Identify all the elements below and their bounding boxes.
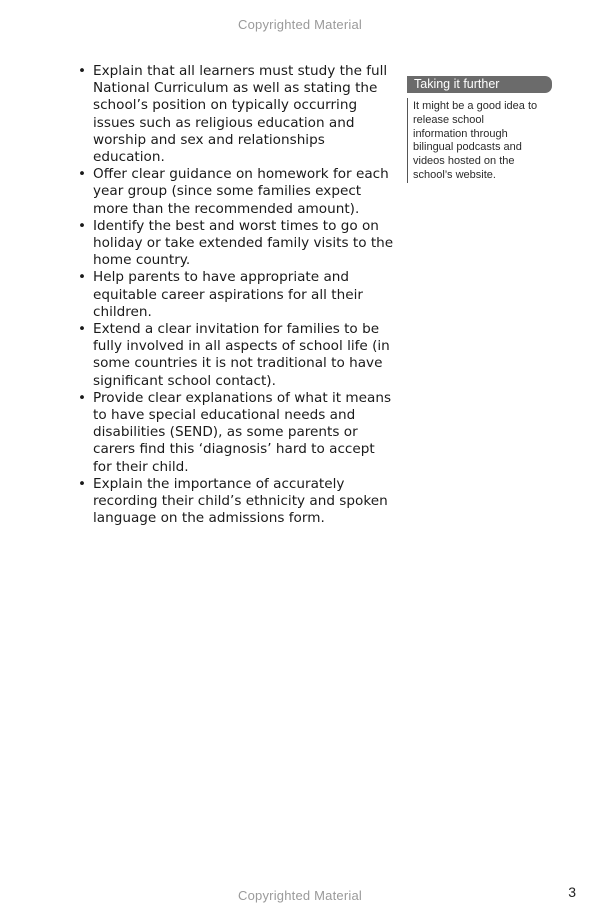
page-number: 3: [568, 884, 576, 900]
bullet-dot: •: [78, 63, 87, 79]
bullet-dot: •: [78, 269, 87, 286]
bullet-dot: •: [78, 321, 87, 338]
bullet-item: [78, 63, 396, 166]
bullet-dot: •: [78, 166, 87, 183]
bullet-item: [78, 476, 396, 528]
bullet-text: Provide clear explanations of what it means to have special educational needs and disabilities (SEND), as some parents or carers find this ‘diagnosis’ hard to accept for their child.: [93, 389, 392, 475]
bullet-text: Explain that all learners must study the full National Curriculum as well as stating the school’s position on typically occurring issues such as religious education and worship and sex and relationships education.: [93, 63, 388, 166]
bullet-item: [78, 269, 396, 321]
bullet-text: Explain the importance of accurately recording their child’s ethnicity and spoken language on the admissions form.: [93, 475, 388, 527]
bullet-text: Offer clear guidance on homework for each year group (since some families expect more than the recommended amount).: [93, 166, 389, 217]
bullet-dot: •: [78, 475, 87, 492]
bullet-list: [78, 63, 396, 527]
bullet-item: [78, 390, 396, 476]
bullet-text: Identify the best and worst times to go on holiday or take extended family visits to the home country.: [93, 217, 394, 269]
taking-it-further-sidebar: [407, 76, 552, 183]
bullet-item: [78, 218, 396, 270]
bullet-text: Extend a clear invitation for families to be fully involved in all aspects of school life (in some countries it is not traditional to have significant school contact).: [93, 321, 390, 389]
bullet-item: [78, 166, 396, 218]
copyright-watermark-bottom: Copyrighted Material: [238, 888, 362, 903]
bullet-text: Help parents to have appropriate and equitable career aspirations for all their children.: [93, 269, 363, 320]
sidebar-title: Taking it further: [407, 76, 552, 93]
bullet-item: [78, 321, 396, 390]
copyright-watermark-top: Copyrighted Material: [238, 17, 362, 32]
bullet-dot: •: [78, 217, 87, 234]
sidebar-body: It might be a good idea to release school information through bilingual podcasts and videos hosted on the school’s website.: [407, 98, 546, 183]
bullet-dot: •: [78, 389, 87, 406]
